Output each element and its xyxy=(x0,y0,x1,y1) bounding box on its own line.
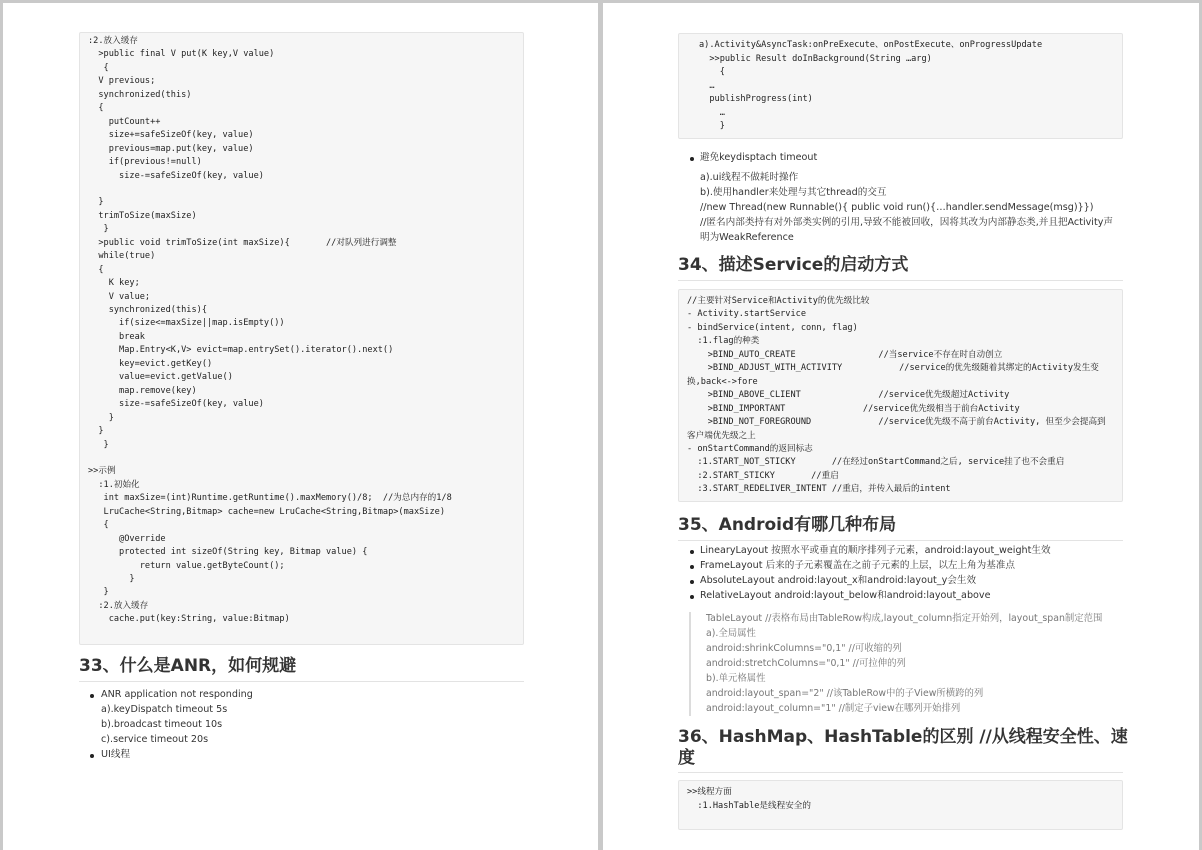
code-block-service-start xyxy=(678,289,1123,502)
code-line: { xyxy=(88,103,104,114)
code-line: :1.HashTable是线程安全的 xyxy=(687,800,811,811)
list-item: b).broadcast timeout 10s xyxy=(101,719,223,730)
heading-34-divider xyxy=(678,280,1123,281)
list-item: LinearyLayout 按照水平或垂直的顺序排列子元素，android:layout_weight生效 xyxy=(700,545,1051,556)
quote-line: android:layout_column="1" //制定子view在哪列开始排列 xyxy=(706,703,961,714)
code-line: } xyxy=(88,426,104,437)
code-line: } xyxy=(88,412,114,423)
code-line: } xyxy=(88,587,109,598)
code-line: :1.初始化 xyxy=(88,479,140,490)
right-page xyxy=(603,3,1199,850)
code-line: protected int sizeOf(String key, Bitmap value) { xyxy=(88,547,368,558)
code-line: >public void trimToSize(int maxSize){ //对队列进行调整 xyxy=(88,237,397,248)
list-item: b).使用handler来处理与其它thread的交互 xyxy=(700,187,887,198)
bullet-dot xyxy=(690,157,694,161)
heading-36-divider xyxy=(678,772,1123,773)
bullet-dot xyxy=(90,754,94,758)
code-line: >>public Result doInBackground(String …arg) xyxy=(699,53,932,64)
list-item: UI线程 xyxy=(101,749,131,760)
quote-line: b).单元格属性 xyxy=(706,673,766,684)
code-line: >>线程方面 xyxy=(687,787,732,797)
code-line: { xyxy=(88,264,104,275)
code-line: break xyxy=(88,331,145,342)
code-block-lru-cache xyxy=(79,32,524,645)
list-item: 明为WeakReference xyxy=(700,232,794,243)
heading-35-divider xyxy=(678,540,1123,541)
code-line: return value.getByteCount(); xyxy=(88,560,285,571)
list-item: FrameLayout 后来的子元素覆盖在之前子元素的上层，以左上角为基准点 xyxy=(700,560,1015,571)
bullet-dot xyxy=(690,550,694,554)
code-line: >>示例 xyxy=(88,466,116,477)
heading-34: 34、描述Service的启动方式 xyxy=(678,255,909,275)
code-line: size+=safeSizeOf(key, value) xyxy=(88,130,254,141)
code-line: :1.START_NOT_STICKY //在经过onStartCommand之后, service挂了也不会重启 xyxy=(687,457,1065,468)
bullet-dot xyxy=(90,694,94,698)
code-line: } xyxy=(88,574,135,584)
code-line: if(size<=maxSize||map.isEmpty()) xyxy=(88,318,285,329)
heading-33: 33、什么是ANR，如何规避 xyxy=(79,656,297,676)
quote-line: a).全局属性 xyxy=(706,628,756,639)
code-line: LruCache<String,Bitmap> cache=new LruCache<String,Bitmap>(maxSize) xyxy=(88,506,445,517)
code-line: V value; xyxy=(88,291,151,302)
code-line: :2.放入缓存 xyxy=(88,600,149,611)
code-line: >public final V put(K key,V value) xyxy=(88,49,275,60)
code-line: } xyxy=(88,197,104,208)
code-line: 客户端优先级之上 xyxy=(687,430,756,441)
heading-36-line2: 度 xyxy=(678,748,695,768)
avoid-keydispatch-item: 避免keydisptach timeout xyxy=(700,152,818,163)
code-line: publishProgress(int) xyxy=(699,94,813,104)
code-line: :2.START_STICKY //重启 xyxy=(687,470,839,481)
code-line: synchronized(this) xyxy=(88,89,192,100)
quote-line: TableLayout //表格布局由TableRow构成,layout_column指定开始列，layout_span制定范围 xyxy=(706,613,1103,624)
list-item: //new Thread(new Runnable(){ public void run(){…handler.sendMessage(msg)}}) xyxy=(700,202,1094,213)
code-line: >BIND_NOT_FOREGROUND //service优先级不高于前台Activity, 但至少会提高到 xyxy=(687,417,1106,428)
code-line: >BIND_IMPORTANT //service优先级相当于前台Activity xyxy=(687,403,1020,414)
code-line: Map.Entry<K,V> evict=map.entrySet().iterator().next() xyxy=(88,345,394,356)
code-line: … xyxy=(699,80,715,91)
code-line: >BIND_ABOVE_CLIENT //service优先级超过Activity xyxy=(687,390,1010,401)
code-line: { xyxy=(88,62,109,73)
list-item: //匿名内部类持有对外部类实例的引用,导致不能被回收，因将其改为内部静态类,并且把Activity声 xyxy=(700,217,1114,228)
code-line: V previous; xyxy=(88,76,156,87)
code-line: synchronized(this){ xyxy=(88,305,207,315)
list-item: c).service timeout 20s xyxy=(101,734,209,745)
code-line: - onStartCommand的返回标志 xyxy=(687,443,813,454)
quote-line: android:stretchColumns="0,1" //可拉伸的列 xyxy=(706,658,906,669)
code-line: @Override xyxy=(88,533,166,544)
code-line: :3.START_REDELIVER_INTENT //重启，并传入最后的intent xyxy=(687,484,951,495)
list-item: AbsoluteLayout android:layout_x和android:layout_y会生效 xyxy=(700,575,977,586)
heading-33-divider xyxy=(79,681,524,682)
heading-36-line1: 36、HashMap、HashTable的区别 //从线程安全性、速 xyxy=(678,727,1128,747)
code-line: >BIND_AUTO_CREATE //当service不存在时自动创立 xyxy=(687,349,1003,360)
list-item: a).keyDispatch timeout 5s xyxy=(101,704,228,715)
bullet-dot xyxy=(690,595,694,599)
code-line: } xyxy=(699,121,725,131)
code-line: a).Activity&AsyncTask:onPreExecute、onPostExecute、onProgressUpdate xyxy=(699,40,1043,50)
code-line: - bindService(intent, conn, flag) xyxy=(687,322,858,333)
code-line: - Activity.startService xyxy=(687,309,806,320)
bullet-dot xyxy=(690,565,694,569)
code-line: >BIND_ADJUST_WITH_ACTIVITY //service的优先级随着其绑定的Activity发生变 xyxy=(687,363,1099,374)
code-line: :2.放入缓存 xyxy=(88,36,138,46)
code-block-hashmap xyxy=(678,780,1123,830)
code-line: :1.flag的种类 xyxy=(687,336,760,347)
heading-35: 35、Android有哪几种布局 xyxy=(678,515,897,535)
code-line: … xyxy=(699,107,725,118)
code-line: if(previous!=null) xyxy=(88,157,202,168)
code-line: key=evict.getKey() xyxy=(88,358,213,369)
code-line: } xyxy=(88,439,109,450)
code-line: cache.put(key:String, value:Bitmap) xyxy=(88,614,290,625)
code-line: 换,back<->fore xyxy=(687,376,758,387)
code-line: previous=map.put(key, value) xyxy=(88,143,254,154)
code-line: int maxSize=(int)Runtime.getRuntime().maxMemory()/8; //为总内存的1/8 xyxy=(88,493,452,504)
code-block-asynctask xyxy=(678,33,1123,139)
code-line: while(true) xyxy=(88,251,156,262)
list-item: a).ui线程不做耗时操作 xyxy=(700,172,799,183)
left-page xyxy=(3,3,598,850)
blockquote-bar xyxy=(689,612,691,716)
code-line: map.remove(key) xyxy=(88,385,197,396)
code-line: } xyxy=(88,224,109,235)
code-line: size-=safeSizeOf(key, value) xyxy=(88,170,264,181)
code-line: { xyxy=(88,520,109,531)
list-item: RelativeLayout android:layout_below和android:layout_above xyxy=(700,590,991,601)
code-line: //主要针对Service和Activity的优先级比较 xyxy=(687,296,870,306)
code-line: { xyxy=(699,67,725,77)
code-line: putCount++ xyxy=(88,116,161,127)
quote-line: android:layout_span="2" //该TableRow中的子View所横跨的列 xyxy=(706,688,984,699)
quote-line: android:shrinkColumns="0,1" //可收缩的列 xyxy=(706,643,902,654)
code-line: size-=safeSizeOf(key, value) xyxy=(88,399,264,410)
list-item: ANR application not responding xyxy=(101,689,253,700)
code-line: value=evict.getValue() xyxy=(88,372,233,383)
code-line: trimToSize(maxSize) xyxy=(88,210,197,221)
bullet-dot xyxy=(690,580,694,584)
code-line: K key; xyxy=(88,278,140,289)
